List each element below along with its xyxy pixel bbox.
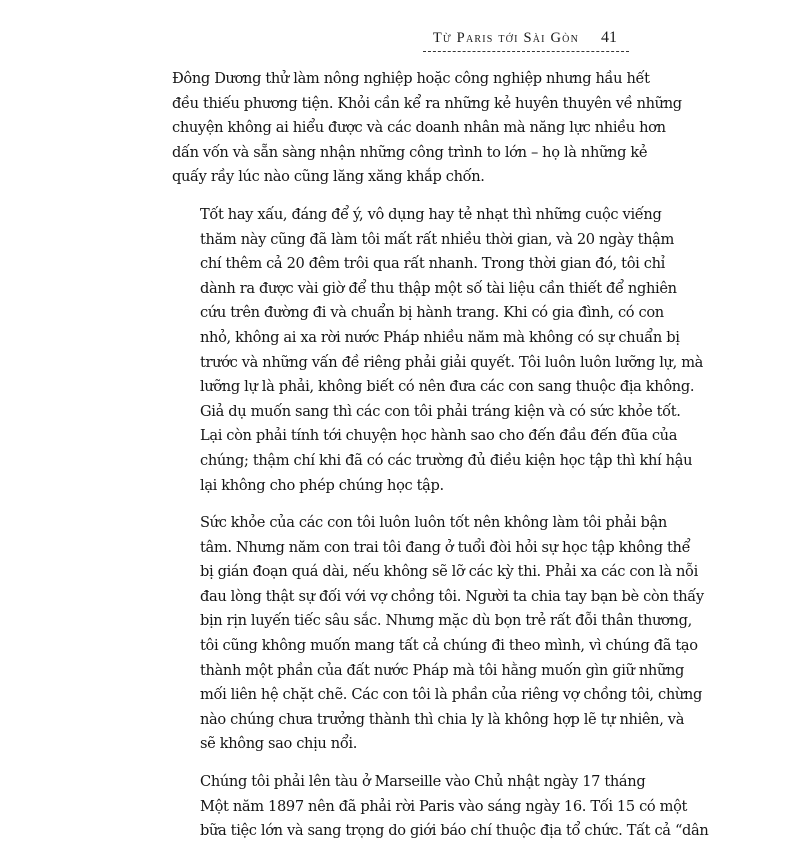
text-line: bị gián đoạn quá dài, nếu không sẽ lỡ các kỳ thi. Phải xa các con là nỗi bbox=[200, 563, 698, 581]
text-line: thăm này cũng đã làm tôi mất rất nhiều thời gian, và 20 ngày thậm bbox=[200, 230, 674, 248]
text-line: thành một phần của đất nước Pháp mà tôi hằng muốn gìn giữ những bbox=[200, 661, 685, 679]
body-text bbox=[172, 67, 709, 857]
text-line: đều thiếu phương tiện. Khỏi cần kể ra những kẻ huyên thuyên về những bbox=[172, 94, 682, 112]
text-line: nhỏ, không ai xa rời nước Pháp nhiều năm mà không có sự chuẩn bị bbox=[200, 328, 680, 346]
page-number: 41 bbox=[601, 29, 617, 46]
running-header bbox=[433, 29, 617, 47]
text-line: chuyện không ai hiểu được và các doanh nhân mà năng lực nhiều hơn bbox=[172, 119, 666, 137]
text-line: dấn vốn và sẵn sàng nhận những công trình to lớn – họ là những kẻ bbox=[172, 143, 648, 161]
header-rule bbox=[423, 51, 629, 52]
text-line: sẽ không sao chịu nổi. bbox=[200, 735, 358, 753]
text-line: Giả dụ muốn sang thì các con tôi phải tráng kiện và có sức khỏe tốt. bbox=[200, 402, 681, 420]
text-line: tâm. Nhưng năm con trai tôi đang ở tuổi đòi hỏi sự học tập không thể bbox=[200, 538, 691, 556]
text-line: bịn rịn luyến tiếc sâu sắc. Nhưng mặc dù bọn trẻ rất đỗi thân thương, bbox=[200, 612, 692, 630]
text-line: nào chúng chưa trưởng thành thì chia ly là không hợp lẽ tự nhiên, và bbox=[200, 710, 685, 728]
text-line: lại không cho phép chúng học tập. bbox=[200, 476, 444, 494]
paragraph bbox=[172, 511, 704, 757]
paragraph bbox=[172, 203, 704, 498]
text-line: đau lòng thật sự đối với vợ chồng tôi. Người ta chia tay bạn bè còn thấy bbox=[200, 587, 704, 605]
text-line: Sức khỏe của các con tôi luôn luôn tốt nên không làm tôi phải bận bbox=[200, 514, 667, 532]
text-line: Chúng tôi phải lên tàu ở Marseille vào Chủ nhật ngày 17 tháng bbox=[200, 773, 646, 791]
text-line: chí thêm cả 20 đêm trôi qua rất nhanh. Trong thời gian đó, tôi chỉ bbox=[200, 255, 665, 273]
text-line: mối liên hệ chặt chẽ. Các con tôi là phần của riêng vợ chồng tôi, chừng bbox=[200, 686, 702, 704]
paragraph bbox=[172, 770, 709, 844]
text-line: dành ra được vài giờ để thu thập một số tài liệu cần thiết để nghiên bbox=[200, 279, 677, 297]
text-line: quấy rầy lúc nào cũng lăng xăng khắp chốn. bbox=[172, 168, 485, 186]
text-line: lưỡng lự là phải, không biết có nên đưa các con sang thuộc địa không. bbox=[200, 378, 695, 396]
book-title: Từ Paris tới Sài Gòn bbox=[432, 30, 579, 46]
paragraph bbox=[172, 67, 682, 190]
text-line: trước và những vấn đề riêng phải giải quyết. Tôi luôn luôn lưỡng lự, mà bbox=[200, 353, 704, 371]
text-line: Tốt hay xấu, đáng để ý, vô dụng hay tẻ nhạt thì những cuộc viếng bbox=[200, 205, 662, 223]
text-line: bữa tiệc lớn và sang trọng do giới báo chí thuộc địa tổ chức. Tất cả “dân bbox=[200, 822, 709, 840]
text-line: Lại còn phải tính tới chuyện học hành sao cho đến đầu đến đũa của bbox=[200, 427, 678, 445]
text-line: Đông Dương thử làm nông nghiệp hoặc công nghiệp nhưng hầu hết bbox=[172, 70, 650, 87]
text-line: cứu trên đường đi và chuẩn bị hành trang. Khi có gia đình, có con bbox=[200, 304, 664, 322]
text-line: tôi cũng không muốn mang tất cả chúng đi theo mình, vì chúng đã tạo bbox=[200, 637, 698, 655]
text-line: chúng; thậm chí khi đã có các trường đủ điều kiện học tập thì khí hậu bbox=[200, 451, 693, 469]
text-line: Một năm 1897 nên đã phải rời Paris vào sáng ngày 16. Tối 15 có một bbox=[200, 797, 688, 815]
